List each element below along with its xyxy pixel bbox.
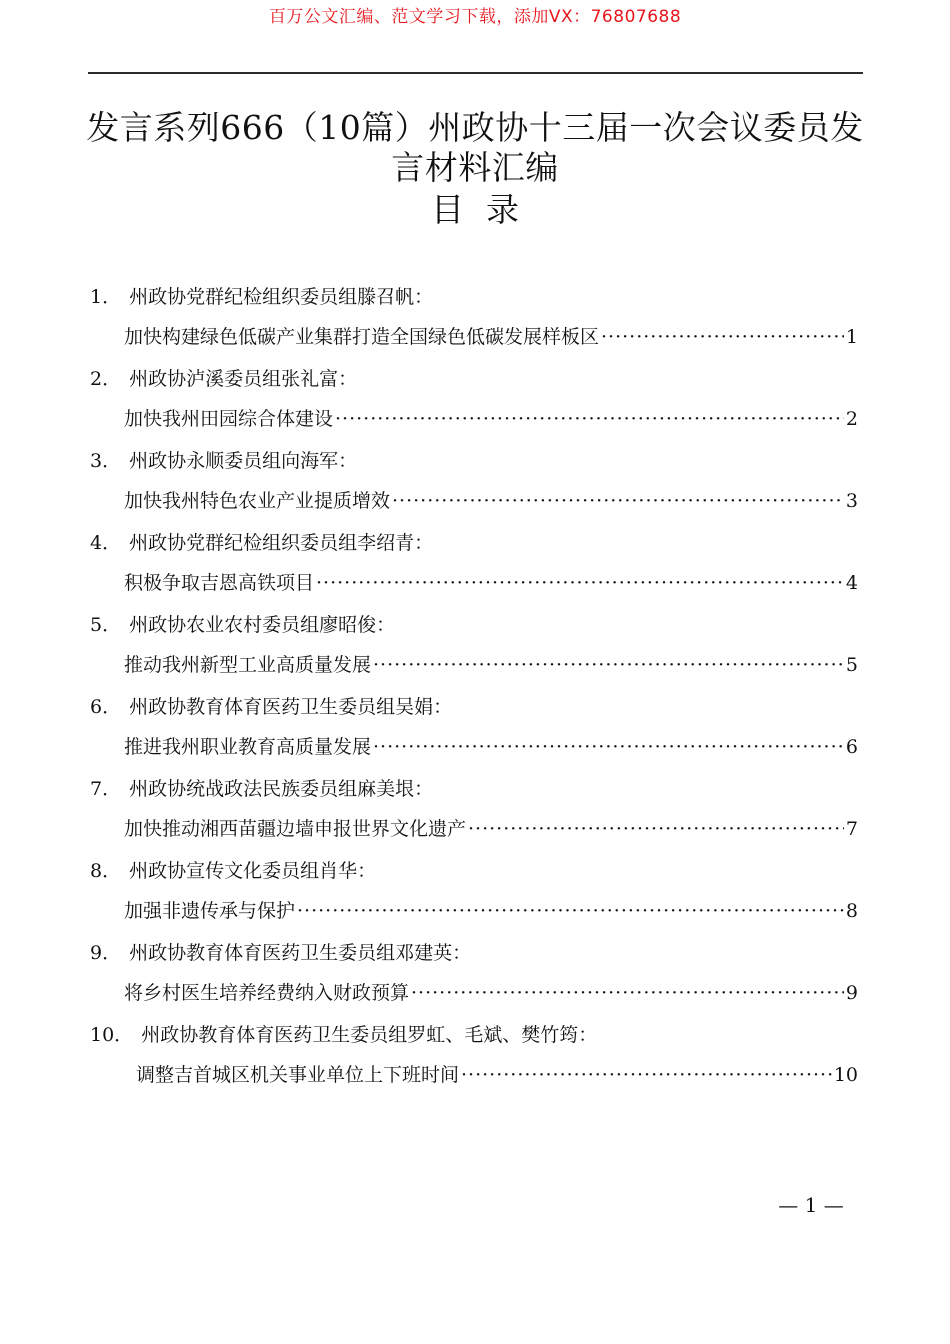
toc-entry-author: 州政协农业农村委员组廖昭俊： bbox=[129, 614, 396, 636]
toc-entry-number: 9． bbox=[90, 942, 122, 964]
document-title bbox=[40, 108, 910, 188]
toc-entry-subject-line bbox=[124, 732, 858, 762]
toc-entry-page: 8 bbox=[845, 900, 858, 922]
toc-entry-page: 7 bbox=[845, 818, 858, 840]
toc-entry-page: 5 bbox=[845, 654, 858, 676]
toc-entry-author-line bbox=[90, 610, 395, 640]
toc-entry-page: 1 bbox=[845, 326, 858, 348]
toc-entry-author-line bbox=[90, 528, 433, 558]
toc-entry-subject-line bbox=[124, 650, 858, 680]
toc-entry-number: 1． bbox=[90, 286, 122, 308]
toc-entry-author-line bbox=[90, 774, 433, 804]
toc-entry[interactable] bbox=[0, 934, 950, 1016]
toc-entry-subject-line bbox=[124, 404, 858, 434]
toc-entry-subject: 加快我州田园综合体建设 bbox=[124, 408, 334, 430]
toc-entry-subject: 推动我州新型工业高质量发展 bbox=[124, 654, 372, 676]
toc-entry-author-line bbox=[90, 856, 376, 886]
dot-leader bbox=[411, 978, 844, 1008]
toc-entry-number: 5． bbox=[90, 614, 122, 636]
toc-entry[interactable] bbox=[0, 1016, 950, 1098]
toc-entry-author: 州政协泸溪委员组张礼富： bbox=[129, 368, 358, 390]
dot-leader bbox=[468, 814, 844, 844]
toc-entry[interactable] bbox=[0, 770, 950, 852]
dot-leader bbox=[392, 486, 844, 516]
toc-entry-subject-line bbox=[124, 322, 858, 352]
toc-entry-author: 州政协统战政法民族委员组麻美垠： bbox=[129, 778, 434, 800]
toc-entry-page: 9 bbox=[845, 982, 858, 1004]
toc-entry-subject: 加快推动湘西苗疆边墙申报世界文化遗产 bbox=[124, 818, 467, 840]
toc-entry-subject: 调整吉首城区机关事业单位上下班时间 bbox=[136, 1064, 460, 1086]
toc-entry-author-line bbox=[90, 364, 357, 394]
dot-leader bbox=[601, 322, 844, 352]
toc-entry[interactable] bbox=[0, 688, 950, 770]
toc-entry[interactable] bbox=[0, 442, 950, 524]
toc-entry[interactable] bbox=[0, 360, 950, 442]
toc-entry-subject-line bbox=[124, 896, 858, 926]
toc-entry-page: 10 bbox=[833, 1064, 858, 1086]
toc-entry-subject-line bbox=[124, 486, 858, 516]
dot-leader bbox=[461, 1060, 832, 1090]
dot-leader bbox=[373, 732, 844, 762]
toc-entry-subject: 加快我州特色农业产业提质增效 bbox=[124, 490, 391, 512]
toc-entry-author: 州政协永顺委员组向海军： bbox=[129, 450, 358, 472]
toc-entry-page: 6 bbox=[845, 736, 858, 758]
page-number: — 1 — bbox=[778, 1193, 844, 1217]
toc-entry-author: 州政协党群纪检组织委员组李绍青： bbox=[129, 532, 434, 554]
dot-leader bbox=[335, 404, 844, 434]
toc-entry-author: 州政协党群纪检组织委员组滕召帆： bbox=[129, 286, 434, 308]
toc-entry-subject-line bbox=[124, 568, 858, 598]
toc-entry-subject-line bbox=[124, 978, 858, 1008]
toc-entry-page: 3 bbox=[845, 490, 858, 512]
toc-entry-number: 2． bbox=[90, 368, 122, 390]
dot-leader bbox=[373, 650, 844, 680]
toc-entry-subject: 加强非遗传承与保护 bbox=[124, 900, 296, 922]
toc-entry-subject-line bbox=[136, 1060, 858, 1090]
toc-entry-author: 州政协教育体育医药卫生委员组邓建英： bbox=[129, 942, 472, 964]
header-rule bbox=[88, 72, 863, 74]
toc-entry[interactable] bbox=[0, 278, 950, 360]
toc-entry[interactable] bbox=[0, 852, 950, 934]
table-of-contents bbox=[0, 278, 950, 1098]
toc-entry-author: 州政协宣传文化委员组肖华： bbox=[129, 860, 377, 882]
toc-entry-subject-line bbox=[124, 814, 858, 844]
toc-entry-subject: 将乡村医生培养经费纳入财政预算 bbox=[124, 982, 410, 1004]
toc-entry-author: 州政协教育体育医药卫生委员组吴娟： bbox=[129, 696, 453, 718]
toc-heading: 目录 bbox=[431, 190, 541, 229]
toc-entry[interactable] bbox=[0, 606, 950, 688]
toc-entry-number: 3． bbox=[90, 450, 122, 472]
toc-entry-subject: 推进我州职业教育高质量发展 bbox=[124, 736, 372, 758]
toc-entry-author-line bbox=[90, 446, 357, 476]
toc-entry[interactable] bbox=[0, 524, 950, 606]
toc-entry-number: 8． bbox=[90, 860, 122, 882]
dot-leader bbox=[316, 568, 844, 598]
toc-entry-author-line bbox=[90, 692, 452, 722]
toc-entry-number: 7． bbox=[90, 778, 122, 800]
title-line-2: 言材料汇编 bbox=[391, 148, 559, 187]
toc-entry-subject: 加快构建绿色低碳产业集群打造全国绿色低碳发展样板区 bbox=[124, 326, 600, 348]
toc-entry-page: 4 bbox=[845, 572, 858, 594]
download-banner: 百万公文汇编、范文学习下载，添加VX：76807688 bbox=[268, 7, 682, 27]
title-line-1: 发言系列666（10篇）州政协十三届一次会议委员发 bbox=[86, 108, 864, 147]
toc-entry-author-line bbox=[90, 282, 433, 312]
toc-entry-page: 2 bbox=[845, 408, 858, 430]
toc-entry-number: 6． bbox=[90, 696, 122, 718]
dot-leader bbox=[297, 896, 844, 926]
toc-entry-author-line bbox=[90, 938, 471, 968]
toc-entry-number: 4． bbox=[90, 532, 122, 554]
toc-entry-author: 州政协教育体育医药卫生委员组罗虹、毛斌、樊竹筠： bbox=[141, 1024, 598, 1046]
toc-entry-author-line bbox=[90, 1020, 597, 1050]
toc-entry-subject: 积极争取吉恩高铁项目 bbox=[124, 572, 315, 594]
toc-entry-number: 10． bbox=[90, 1024, 134, 1046]
